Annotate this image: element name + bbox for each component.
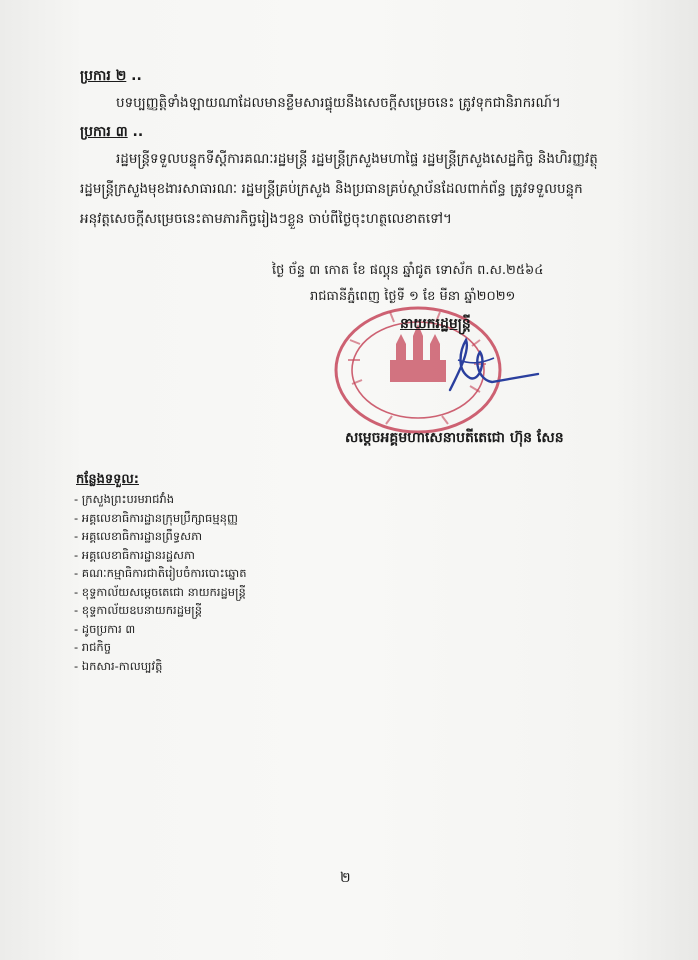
list-item: - អគ្គលេខាធិការដ្ឋានព្រឹទ្ធសភា	[74, 529, 203, 543]
solar-date: រាជធានីភ្នំពេញ ថ្ងៃទី ១ ខែ មីនា ឆ្នាំ២០២១	[310, 289, 516, 304]
article-2-heading: ប្រការ ២ ..	[80, 68, 142, 84]
distribution-list	[74, 490, 247, 675]
signatory-name: សម្តេចអគ្គមហាសេនាបតីតេជោ ហ៊ុន សែន	[345, 430, 564, 446]
page-number: ២	[340, 870, 351, 886]
list-item: - អគ្គលេខាធិការដ្ឋានរដ្ឋសភា	[74, 547, 195, 562]
signatory-title: នាយករដ្ឋមន្ត្រី	[400, 316, 471, 332]
article-3-line-2: រដ្ឋមន្ត្រីក្រសួងមុខងារសាធារណៈ រដ្ឋមន្ត្រីគ្រប់ក្រសួង និងប្រធានគ្រប់ស្ថាប័នដែលពាក់ព័ន្ធ ត្រូវទទួលបន្ទុក	[80, 181, 583, 197]
signature	[430, 330, 540, 400]
list-item: - អគ្គលេខាធិការដ្ឋានក្រុមប្រឹក្សាធម្មនុញ្ញ	[74, 510, 238, 525]
lunar-date: ថ្ងៃ ច័ន្ទ ៣ កោត ខែ ផល្គុន ឆ្នាំជូត ទោស័ក ព.ស.២៥៦៤	[272, 263, 544, 278]
article-3-line-3: អនុវត្តសេចក្តីសម្រេចនេះតាមភារកិច្ចរៀងៗខ្លួន ចាប់ពីថ្ងៃចុះហត្ថលេខាតទៅ។	[80, 211, 452, 227]
list-item: - ខុទ្ទកាល័យសម្តេចតេជោ នាយករដ្ឋមន្ត្រី	[74, 584, 246, 599]
article-3-heading: ប្រការ ៣ ..	[80, 124, 144, 140]
list-item: - ដូចប្រការ ៣	[74, 621, 136, 636]
list-item: - គណៈកម្មាធិការជាតិរៀបចំការបោះឆ្នោត	[74, 566, 247, 580]
list-item: - រាជកិច្ច	[74, 640, 112, 654]
article-2-text: បទប្បញ្ញត្តិទាំងឡាយណាដែលមានខ្លឹមសារផ្ទុយនឹងសេចក្តីសម្រេចនេះ ត្រូវទុកជានិរាករណ៍។	[116, 95, 561, 111]
distribution-heading: កន្លែងទទួល:	[76, 472, 139, 487]
article-2-label: ប្រការ ២	[80, 68, 127, 84]
list-item: - ក្រសួងព្រះបរមរាជវាំង	[74, 492, 175, 506]
article-3-line-1: រដ្ឋមន្ត្រីទទួលបន្ទុកទីស្តីការគណៈរដ្ឋមន្ត្រី រដ្ឋមន្ត្រីក្រសួងមហាផ្ទៃ រដ្ឋមន្ត្រីក្រសួងសេដ្ឋកិច្ច និងហិរញ្ញវត្ថុ	[116, 151, 598, 167]
article-3-label: ប្រការ ៣	[80, 124, 128, 140]
list-item: - ឯកសារ-កាលប្បវត្តិ	[74, 658, 163, 673]
list-item: - ខុទ្ទកាល័យឧបនាយករដ្ឋមន្ត្រី	[74, 603, 203, 617]
